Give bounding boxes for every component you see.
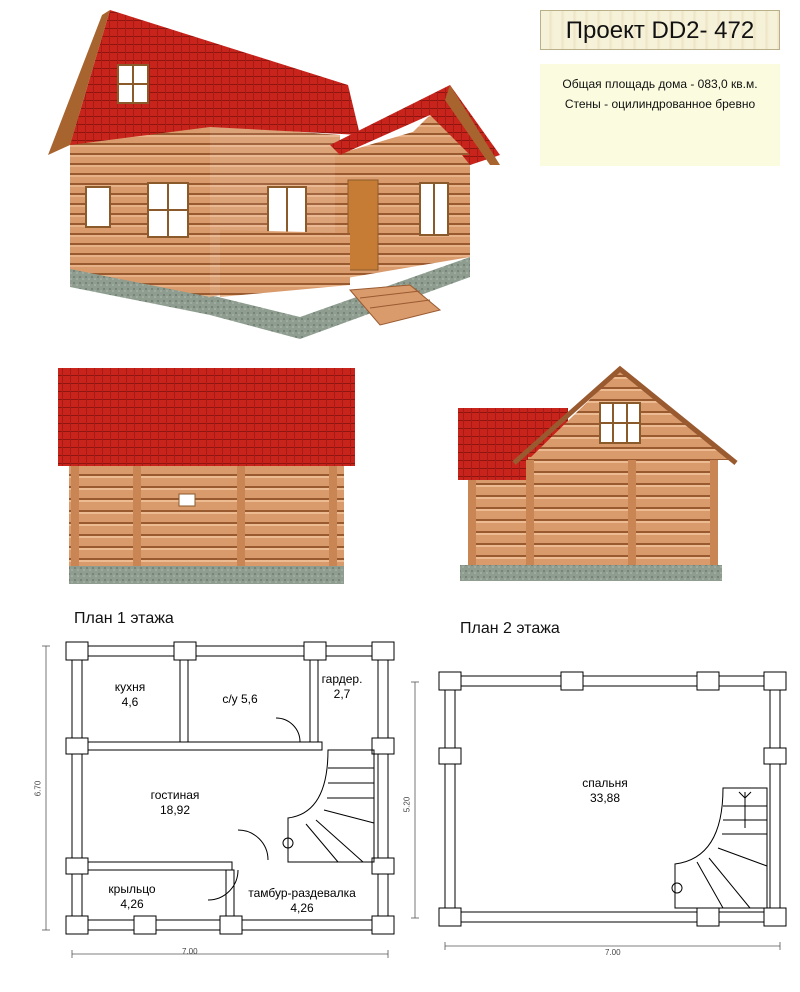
- floor2-width-dim: 7.00: [605, 948, 621, 957]
- room-bedroom-name: спальня: [582, 776, 628, 790]
- room-wardrobe-name: гардер.: [321, 672, 363, 686]
- floor2-height-dim: 5.20: [402, 796, 412, 813]
- project-title: Проект DD2- 472: [565, 17, 755, 44]
- room-vestibule-name: тамбур-раздевалка: [248, 886, 356, 900]
- floor2-stairs: [672, 788, 767, 908]
- floor1-plan-title: План 1 этажа: [74, 610, 174, 627]
- room-kitchen-area: 4,6: [121, 695, 139, 709]
- floor1-width-dim: 7.00: [182, 947, 198, 956]
- total-area-text: Общая площадь дома - 083,0 кв.м.: [562, 77, 758, 91]
- room-kitchen: [100, 680, 160, 710]
- window-gable: [118, 65, 148, 103]
- floor1-height-dim: 6.70: [33, 780, 43, 797]
- room-wardrobe-area: 2,7: [333, 687, 351, 701]
- room-living-name: гостиная: [150, 788, 200, 802]
- floor2-plan-title: План 2 этажа: [460, 620, 560, 637]
- room-kitchen-name: кухня: [114, 680, 146, 694]
- front-elevation-view: [440, 365, 740, 585]
- room-porch-area: 4,26: [120, 897, 144, 911]
- walls-material-text: Стены - оцилиндрованное бревно: [564, 97, 756, 111]
- room-wardrobe: [312, 672, 372, 702]
- room-bedroom: [565, 776, 645, 806]
- room-vestibule: [232, 886, 372, 916]
- room-living-area: 18,92: [159, 803, 191, 817]
- room-porch-name: крыльцо: [108, 882, 156, 896]
- floor2-plan: [405, 668, 790, 968]
- room-bedroom-area: 33,88: [589, 791, 621, 805]
- project-title-box: [540, 10, 780, 50]
- floor1-stairs: [283, 750, 374, 862]
- project-info-box: [540, 64, 780, 166]
- room-porch: [92, 882, 172, 912]
- room-vestibule-area: 4,26: [290, 901, 314, 915]
- room-bathroom-name: с/у 5,6: [222, 692, 258, 706]
- room-bathroom: [205, 692, 275, 707]
- room-living: [135, 788, 215, 818]
- floor2-dimensions: [411, 682, 780, 950]
- side-elevation-view: [55, 368, 360, 586]
- house-3d-render: [30, 5, 510, 345]
